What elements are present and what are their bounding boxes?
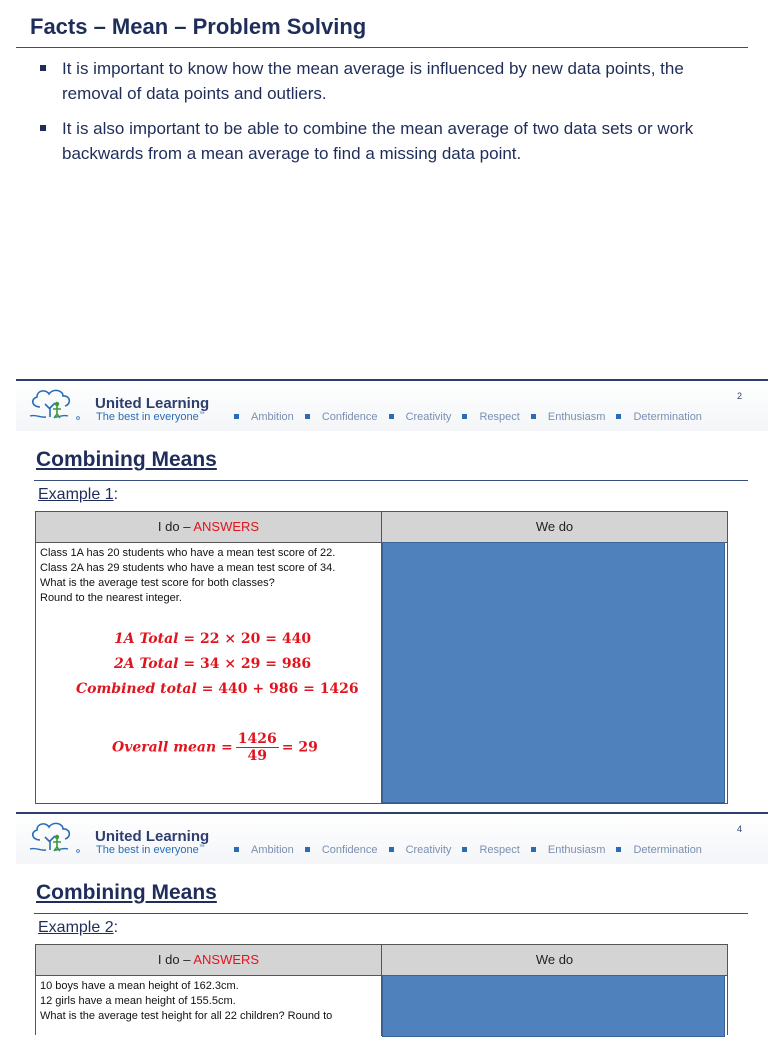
answer-cell [36,976,382,1036]
example-table [35,944,728,1035]
bullet-icon [462,847,467,852]
value-item: Determination [633,411,702,423]
section-heading: Combining Means [36,881,217,904]
equation-combined-total: Combined total = 440 + 986 = 1426 [76,681,359,697]
bullet-icon [616,414,621,419]
value-item: Ambition [251,844,294,856]
fraction: $\frac{1426}{49}$ [237,731,277,764]
value-item: Creativity [405,411,452,423]
value-item: Respect [479,844,520,856]
column-header-we-do: We do [382,945,727,976]
we-do-cell [382,542,725,803]
brand-tagline: The best in everyone™ [96,844,205,856]
bullet-icon [305,414,310,419]
we-do-cell [382,975,725,1037]
value-item: Creativity [405,844,452,856]
bullet-list [38,56,738,176]
value-item: Enthusiasm [547,411,606,423]
title-divider [16,47,748,48]
example-label: Example 1: [38,486,119,503]
bullet-icon [234,414,239,419]
page-number: 4 [736,824,742,834]
column-header-i-do: I do – ANSWERS [36,945,382,976]
value-item: Enthusiasm [547,844,606,856]
bullet-icon [305,847,310,852]
tree-logo-icon [28,387,86,423]
slide-footer [16,379,768,431]
section-heading: Combining Means [36,448,217,471]
value-item: Ambition [251,411,294,423]
value-item: Respect [479,411,520,423]
bullet-icon [616,847,621,852]
bullet-icon [531,847,536,852]
equation-2a-total: 2A Total = 34 × 29 = 986 [114,656,312,672]
example-table [35,511,728,804]
page-number: 2 [736,391,742,401]
brand-tagline: The best in everyone™ [96,411,205,423]
values-list [234,844,710,856]
equation-overall-mean: Overall mean = $\frac{1426}{49}$ = 29 [112,731,318,764]
bullet-item: It is also important to be able to combine the mean average of two data sets or work backwards from a mean average to find a missing data point. [38,116,738,166]
bullet-icon [234,847,239,852]
brand-name: United Learning [95,395,210,412]
bullet-icon [531,414,536,419]
bullet-item: It is important to know how the mean average is influenced by new data points, the removal of data points and outliers. [38,56,738,106]
value-item: Confidence [321,411,378,423]
bullet-icon [389,414,394,419]
value-item: Determination [633,844,702,856]
value-item: Confidence [321,844,378,856]
question-text: 10 boys have a mean height of 162.3cm. 12 girls have a mean height of 155.5cm. What is the average test height for all 22 children? Round to [40,980,333,1022]
column-header-we-do: We do [382,512,727,543]
column-header-i-do: I do – ANSWERS [36,512,382,543]
tree-logo-icon [28,820,86,856]
heading-divider [34,480,748,481]
brand-name: United Learning [95,828,210,845]
equation-1a-total: 1A Total = 22 × 20 = 440 [114,631,312,647]
example-label: Example 2: [38,919,119,936]
heading-divider [34,913,748,914]
answer-cell [36,543,382,803]
values-list [234,411,710,423]
bullet-icon [40,65,46,71]
slide-footer [16,812,768,864]
bullet-icon [40,125,46,131]
slide-title: Facts – Mean – Problem Solving [30,14,367,39]
bullet-icon [389,847,394,852]
bullet-icon [462,414,467,419]
question-text: Class 1A has 20 students who have a mean test score of 22. Class 2A has 29 students who have a mean test score of 34. What is the average test score for both classes? Round to the nearest integer. [40,547,336,604]
